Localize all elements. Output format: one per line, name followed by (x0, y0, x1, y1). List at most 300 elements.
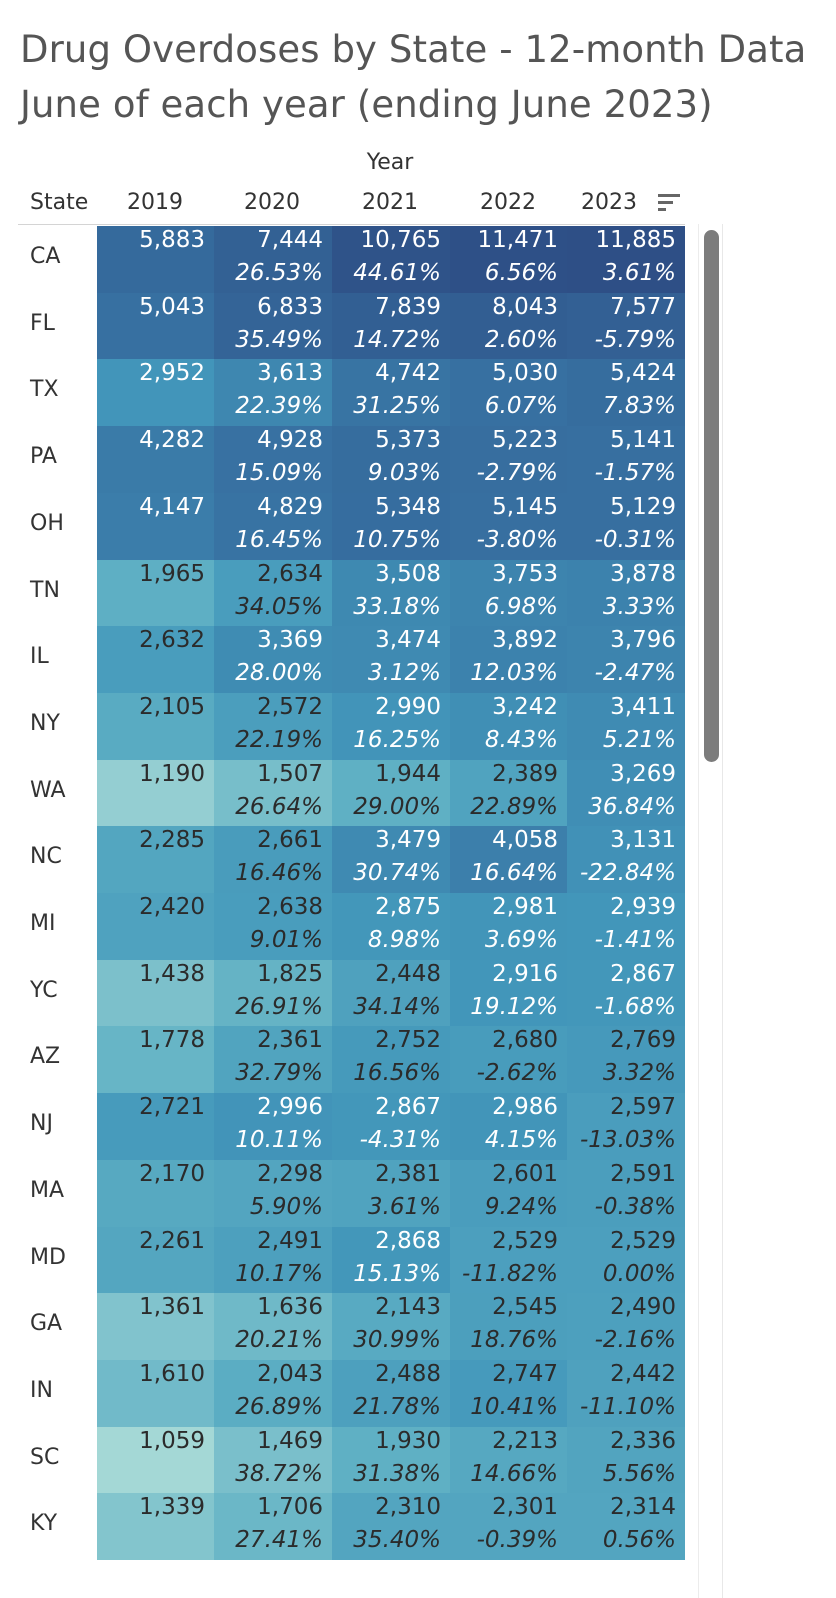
cell-percent-change: -22.84% (580, 860, 676, 887)
cell-value: 2,638 (257, 894, 323, 920)
table-cell[interactable] (332, 893, 450, 960)
cell-percent-change: 32.79% (235, 1060, 323, 1087)
cell-percent-change: 30.99% (353, 1327, 441, 1354)
cell-value: 1,190 (139, 760, 205, 787)
table-cell[interactable] (567, 293, 685, 360)
cell-percent-change: -2.62% (476, 1060, 558, 1087)
cell-percent-change: -3.80% (476, 526, 558, 553)
chart-title (20, 22, 820, 132)
cell-percent-change: 15.09% (235, 460, 323, 487)
cell-value: 2,591 (610, 1160, 676, 1187)
table-cell[interactable] (97, 1093, 214, 1160)
table-cell[interactable] (450, 1493, 567, 1560)
cell-value: 2,336 (610, 1427, 676, 1454)
state-label: IL (30, 644, 49, 670)
cell-value: 1,965 (139, 560, 205, 587)
table-cell[interactable] (332, 293, 450, 360)
cell-percent-change: 5.21% (602, 726, 676, 753)
cell-percent-change: -0.31% (594, 526, 676, 553)
cell-value: 4,829 (257, 493, 323, 520)
state-label: SC (30, 1444, 60, 1470)
table-cell[interactable] (567, 960, 685, 1027)
sort-descending-icon[interactable] (658, 194, 680, 214)
cell-value: 2,213 (492, 1427, 558, 1454)
cell-percent-change: -1.57% (594, 460, 676, 487)
cell-percent-change: 34.14% (353, 993, 441, 1020)
cell-value: 1,944 (375, 760, 441, 787)
table-cell[interactable] (567, 226, 685, 293)
cell-percent-change: -0.39% (476, 1527, 558, 1554)
state-label: NY (30, 710, 60, 736)
table-cell[interactable] (567, 1293, 685, 1360)
cell-percent-change: 26.89% (235, 1393, 323, 1420)
cell-value: 2,170 (139, 1160, 205, 1187)
cell-value: 3,474 (375, 627, 441, 654)
table-cell[interactable] (214, 293, 332, 360)
table-cell[interactable] (332, 760, 450, 827)
cell-value: 3,753 (492, 560, 558, 587)
cell-value: 7,577 (610, 293, 676, 320)
table-cell[interactable] (450, 359, 567, 426)
cell-value: 1,825 (257, 960, 323, 987)
cell-percent-change: 3.61% (602, 260, 676, 286)
cell-value: 1,059 (139, 1427, 205, 1454)
cell-percent-change: 9.03% (367, 460, 441, 487)
vertical-scrollbar-thumb[interactable] (704, 230, 719, 762)
state-label: TX (30, 377, 59, 403)
table-cell[interactable] (214, 1160, 332, 1227)
table-cell[interactable] (567, 1427, 685, 1494)
table-cell[interactable] (567, 1493, 685, 1560)
cell-percent-change: 35.49% (235, 326, 323, 353)
cell-percent-change: 22.39% (235, 393, 323, 420)
state-label: MI (30, 911, 56, 936)
table-cell[interactable] (97, 293, 214, 360)
table-cell[interactable] (214, 1293, 332, 1360)
cell-percent-change: 26.91% (235, 993, 323, 1020)
table-cell[interactable] (97, 1026, 214, 1093)
cell-percent-change: 3.33% (602, 593, 676, 620)
table-cell[interactable] (97, 226, 214, 293)
table-cell[interactable] (214, 1427, 332, 1494)
table-cell[interactable] (567, 1160, 685, 1227)
table-cell[interactable] (97, 893, 214, 960)
cell-percent-change: 10.41% (470, 1393, 558, 1420)
table-cell[interactable] (214, 693, 332, 760)
state-label: PA (30, 444, 57, 470)
year-header-2023[interactable]: 2023 (581, 190, 637, 215)
table-cell[interactable] (214, 1360, 332, 1427)
table-cell[interactable] (450, 1227, 567, 1294)
table-cell[interactable] (332, 1293, 450, 1360)
table-cell[interactable] (332, 493, 450, 560)
cell-value: 11,885 (595, 227, 676, 253)
cell-percent-change: 18.76% (470, 1327, 558, 1354)
table-cell[interactable] (97, 359, 214, 426)
table-cell[interactable] (567, 626, 685, 693)
table-cell[interactable] (214, 1227, 332, 1294)
cell-percent-change: 36.84% (588, 793, 676, 820)
cell-percent-change: 28.00% (235, 660, 323, 687)
year-header-2019[interactable]: 2019 (127, 190, 183, 215)
cell-value: 1,610 (139, 1360, 205, 1387)
cell-value: 1,469 (257, 1427, 323, 1454)
table-cell[interactable] (97, 493, 214, 560)
cell-percent-change: 6.98% (484, 593, 558, 620)
table-cell[interactable] (450, 626, 567, 693)
cell-percent-change: 12.03% (470, 660, 558, 687)
cell-percent-change: 35.40% (353, 1527, 441, 1554)
table-cell[interactable] (97, 1293, 214, 1360)
cell-value: 1,930 (375, 1427, 441, 1454)
cell-percent-change: 7.83% (602, 393, 676, 420)
cell-value: 2,952 (139, 360, 205, 387)
cell-value: 5,883 (139, 227, 205, 253)
state-label: NC (30, 844, 62, 870)
cell-value: 5,348 (375, 493, 441, 520)
cell-value: 3,242 (492, 693, 558, 720)
cell-percent-change: 8.98% (367, 927, 441, 953)
table-cell[interactable] (332, 1493, 450, 1560)
cell-value: 2,572 (257, 693, 323, 720)
state-column-header: State (30, 190, 89, 215)
cell-percent-change: 6.56% (484, 260, 558, 286)
cell-value: 5,424 (610, 360, 676, 387)
title-line-2: June of each year (ending June 2023) (20, 83, 713, 126)
cell-value: 2,916 (492, 960, 558, 987)
table-cell[interactable] (214, 560, 332, 627)
table-cell[interactable] (332, 226, 450, 293)
table-cell[interactable] (450, 960, 567, 1027)
cell-value: 2,105 (139, 693, 205, 720)
cell-value: 5,223 (492, 427, 558, 454)
cell-percent-change: 16.45% (235, 526, 323, 553)
table-cell[interactable] (567, 1360, 685, 1427)
cell-value: 5,030 (492, 360, 558, 387)
cell-value: 2,448 (375, 960, 441, 987)
table-cell[interactable] (214, 1093, 332, 1160)
table-cell[interactable] (567, 560, 685, 627)
table-cell[interactable] (214, 1026, 332, 1093)
cell-percent-change: -11.82% (462, 1260, 558, 1287)
cell-percent-change: 20.21% (235, 1327, 323, 1354)
cell-value: 3,878 (610, 560, 676, 587)
cell-value: 5,145 (492, 493, 558, 520)
cell-value: 2,939 (610, 894, 676, 920)
cell-percent-change: 31.25% (353, 393, 441, 420)
cell-percent-change: -11.10% (580, 1393, 676, 1420)
cell-value: 3,613 (257, 360, 323, 387)
table-cell[interactable] (214, 826, 332, 893)
table-cell[interactable] (567, 426, 685, 493)
cell-value: 2,634 (257, 560, 323, 587)
table-cell[interactable] (97, 1360, 214, 1427)
cell-value: 2,490 (610, 1294, 676, 1321)
cell-value: 3,892 (492, 627, 558, 654)
cell-value: 1,361 (139, 1294, 205, 1321)
cell-value: 10,765 (360, 227, 441, 253)
cell-value: 2,545 (492, 1294, 558, 1321)
table-cell[interactable] (450, 1026, 567, 1093)
table-cell[interactable] (97, 626, 214, 693)
table-cell[interactable] (97, 693, 214, 760)
cell-percent-change: -5.79% (594, 326, 676, 353)
cell-value: 2,875 (375, 894, 441, 920)
table-cell[interactable] (450, 826, 567, 893)
cell-percent-change: -2.47% (594, 660, 676, 687)
state-label: GA (30, 1311, 63, 1337)
cell-percent-change: 4.15% (484, 1127, 558, 1154)
table-cell[interactable] (332, 1160, 450, 1227)
cell-value: 2,680 (492, 1027, 558, 1054)
cell-value: 5,129 (610, 493, 676, 520)
cell-percent-change: 29.00% (353, 793, 441, 820)
cell-value: 2,261 (139, 1227, 205, 1254)
table-cell[interactable] (214, 493, 332, 560)
table-cell[interactable] (97, 826, 214, 893)
cell-value: 11,471 (477, 227, 558, 253)
year-header-2021[interactable]: 2021 (362, 190, 418, 215)
cell-percent-change: 26.53% (235, 260, 323, 286)
cell-percent-change: 26.64% (235, 793, 323, 820)
table-cell[interactable] (214, 760, 332, 827)
state-label: AZ (30, 1044, 61, 1070)
table-cell[interactable] (450, 1160, 567, 1227)
cell-value: 2,769 (610, 1027, 676, 1054)
table-cell[interactable] (332, 359, 450, 426)
cell-value: 2,601 (492, 1160, 558, 1187)
cell-value: 2,661 (257, 827, 323, 854)
cell-value: 2,996 (257, 1094, 323, 1121)
state-label: MA (30, 1177, 65, 1203)
cell-value: 2,420 (139, 894, 205, 920)
cell-percent-change: 6.07% (484, 393, 558, 420)
cell-value: 2,298 (257, 1160, 323, 1187)
cell-value: 2,990 (375, 693, 441, 720)
table-cell[interactable] (450, 693, 567, 760)
table-cell[interactable] (214, 226, 332, 293)
cell-value: 7,839 (375, 293, 441, 320)
cell-percent-change: 3.61% (367, 1193, 441, 1220)
cell-value: 2,986 (492, 1094, 558, 1121)
table-cell[interactable] (97, 960, 214, 1027)
cell-value: 8,043 (492, 293, 558, 320)
state-label: CA (30, 244, 61, 269)
table-cell[interactable] (97, 560, 214, 627)
cell-value: 3,269 (610, 760, 676, 787)
cell-value: 3,131 (610, 827, 676, 854)
cell-percent-change: 34.05% (235, 593, 323, 620)
table-cell[interactable] (332, 960, 450, 1027)
cell-percent-change: 0.56% (602, 1527, 676, 1554)
cell-value: 2,747 (492, 1360, 558, 1387)
cell-value: 5,373 (375, 427, 441, 454)
cell-value: 2,442 (610, 1360, 676, 1387)
state-label: FL (30, 310, 55, 336)
cell-value: 2,314 (610, 1494, 676, 1521)
cell-percent-change: 0.00% (602, 1260, 676, 1287)
cell-value: 3,479 (375, 827, 441, 854)
cell-percent-change: 5.90% (249, 1193, 323, 1220)
year-header-2022[interactable]: 2022 (480, 190, 536, 215)
state-label: WA (30, 777, 66, 803)
cell-percent-change: 14.66% (470, 1460, 558, 1487)
cell-percent-change: 9.01% (249, 927, 323, 953)
header-divider (18, 224, 685, 225)
table-cell[interactable] (97, 426, 214, 493)
cell-percent-change: 3.69% (484, 927, 558, 953)
cell-value: 2,381 (375, 1160, 441, 1187)
table-cell[interactable] (214, 893, 332, 960)
table-cell[interactable] (450, 493, 567, 560)
cell-percent-change: 38.72% (235, 1460, 323, 1487)
table-cell[interactable] (450, 426, 567, 493)
state-label: MD (30, 1244, 66, 1270)
cell-value: 3,508 (375, 560, 441, 587)
cell-percent-change: -2.79% (476, 460, 558, 487)
cell-value: 2,491 (257, 1227, 323, 1254)
table-cell[interactable] (450, 1360, 567, 1427)
table-cell[interactable] (214, 1493, 332, 1560)
table-cell[interactable] (214, 626, 332, 693)
state-label: KY (30, 1511, 58, 1537)
cell-percent-change: 16.64% (470, 860, 558, 887)
table-cell[interactable] (214, 359, 332, 426)
cell-percent-change: 33.18% (353, 593, 441, 620)
table-cell[interactable] (332, 1093, 450, 1160)
cell-value: 2,285 (139, 827, 205, 854)
table-cell[interactable] (97, 760, 214, 827)
cell-value: 2,361 (257, 1027, 323, 1054)
cell-value: 2,310 (375, 1494, 441, 1521)
table-cell[interactable] (332, 560, 450, 627)
table-cell[interactable] (97, 1427, 214, 1494)
cell-value: 7,444 (257, 227, 323, 253)
table-cell[interactable] (214, 960, 332, 1027)
table-cell[interactable] (450, 760, 567, 827)
cell-value: 4,147 (139, 493, 205, 520)
cell-value: 1,778 (139, 1027, 205, 1054)
cell-percent-change: 14.72% (353, 326, 441, 353)
table-cell[interactable] (567, 826, 685, 893)
cell-value: 2,488 (375, 1360, 441, 1387)
cell-percent-change: 10.17% (235, 1260, 323, 1287)
cell-percent-change: -0.38% (594, 1193, 676, 1220)
year-column-group-header: Year (366, 150, 414, 175)
cell-value: 2,529 (610, 1227, 676, 1254)
table-cell[interactable] (567, 693, 685, 760)
table-cell[interactable] (567, 760, 685, 827)
table-cell[interactable] (567, 493, 685, 560)
cell-value: 2,981 (492, 894, 558, 920)
state-label: OH (30, 510, 64, 536)
table-cell[interactable] (97, 1493, 214, 1560)
state-label: NJ (30, 1111, 53, 1137)
table-cell[interactable] (332, 626, 450, 693)
cell-percent-change: 10.75% (353, 526, 441, 553)
cell-value: 1,507 (257, 760, 323, 787)
cell-percent-change: 15.13% (353, 1260, 441, 1287)
table-cell[interactable] (567, 1227, 685, 1294)
table-cell[interactable] (450, 1293, 567, 1360)
cell-percent-change: -1.41% (594, 927, 676, 953)
cell-percent-change: 19.12% (470, 993, 558, 1020)
table-cell[interactable] (450, 1093, 567, 1160)
cell-value: 2,867 (375, 1094, 441, 1121)
cell-percent-change: 8.43% (484, 726, 558, 753)
table-cell[interactable] (567, 359, 685, 426)
table-cell[interactable] (567, 1093, 685, 1160)
cell-value: 4,058 (492, 827, 558, 854)
cell-value: 2,867 (610, 960, 676, 987)
table-cell[interactable] (567, 893, 685, 960)
cell-percent-change: 9.24% (484, 1193, 558, 1220)
table-cell[interactable] (332, 426, 450, 493)
table-cell[interactable] (450, 293, 567, 360)
table-cell[interactable] (450, 226, 567, 293)
cell-percent-change: 16.56% (353, 1060, 441, 1087)
table-cell[interactable] (332, 1427, 450, 1494)
cell-percent-change: 27.41% (235, 1527, 323, 1554)
cell-value: 5,141 (610, 427, 676, 454)
title-line-1: Drug Overdoses by State - 12-month Data (20, 28, 807, 71)
table-cell[interactable] (332, 693, 450, 760)
table-cell[interactable] (332, 1360, 450, 1427)
cell-value: 4,928 (257, 427, 323, 454)
table-cell[interactable] (332, 1227, 450, 1294)
cell-value: 2,043 (257, 1360, 323, 1387)
table-cell[interactable] (214, 426, 332, 493)
table-cell[interactable] (450, 893, 567, 960)
state-label: YC (30, 977, 58, 1003)
cell-percent-change: -2.16% (594, 1327, 676, 1354)
cell-value: 2,301 (492, 1494, 558, 1521)
cell-percent-change: 3.32% (602, 1060, 676, 1087)
year-header-2020[interactable]: 2020 (244, 190, 300, 215)
table-cell[interactable] (332, 1026, 450, 1093)
cell-percent-change: 31.38% (353, 1460, 441, 1487)
cell-percent-change: -13.03% (580, 1127, 676, 1154)
table-cell[interactable] (97, 1160, 214, 1227)
cell-value: 2,597 (610, 1094, 676, 1121)
table-cell[interactable] (450, 560, 567, 627)
cell-value: 3,796 (610, 627, 676, 654)
cell-value: 1,339 (139, 1494, 205, 1521)
cell-value: 4,742 (375, 360, 441, 387)
cell-value: 2,143 (375, 1294, 441, 1321)
cell-value: 1,706 (257, 1494, 323, 1521)
cell-percent-change: 22.19% (235, 726, 323, 753)
cell-percent-change: 5.56% (602, 1460, 676, 1487)
cell-percent-change: -1.68% (594, 993, 676, 1020)
table-cell[interactable] (332, 826, 450, 893)
cell-percent-change: 21.78% (353, 1393, 441, 1420)
table-cell[interactable] (450, 1427, 567, 1494)
table-cell[interactable] (567, 1026, 685, 1093)
cell-percent-change: -4.31% (359, 1127, 441, 1154)
cell-percent-change: 22.89% (470, 793, 558, 820)
cell-percent-change: 16.25% (353, 726, 441, 753)
cell-value: 3,411 (610, 693, 676, 720)
cell-value: 2,529 (492, 1227, 558, 1254)
cell-value: 1,636 (257, 1294, 323, 1321)
cell-percent-change: 3.12% (367, 660, 441, 687)
cell-value: 3,369 (257, 627, 323, 654)
cell-value: 6,833 (257, 293, 323, 320)
cell-value: 2,752 (375, 1027, 441, 1054)
cell-value: 1,438 (139, 960, 205, 987)
table-cell[interactable] (97, 1227, 214, 1294)
